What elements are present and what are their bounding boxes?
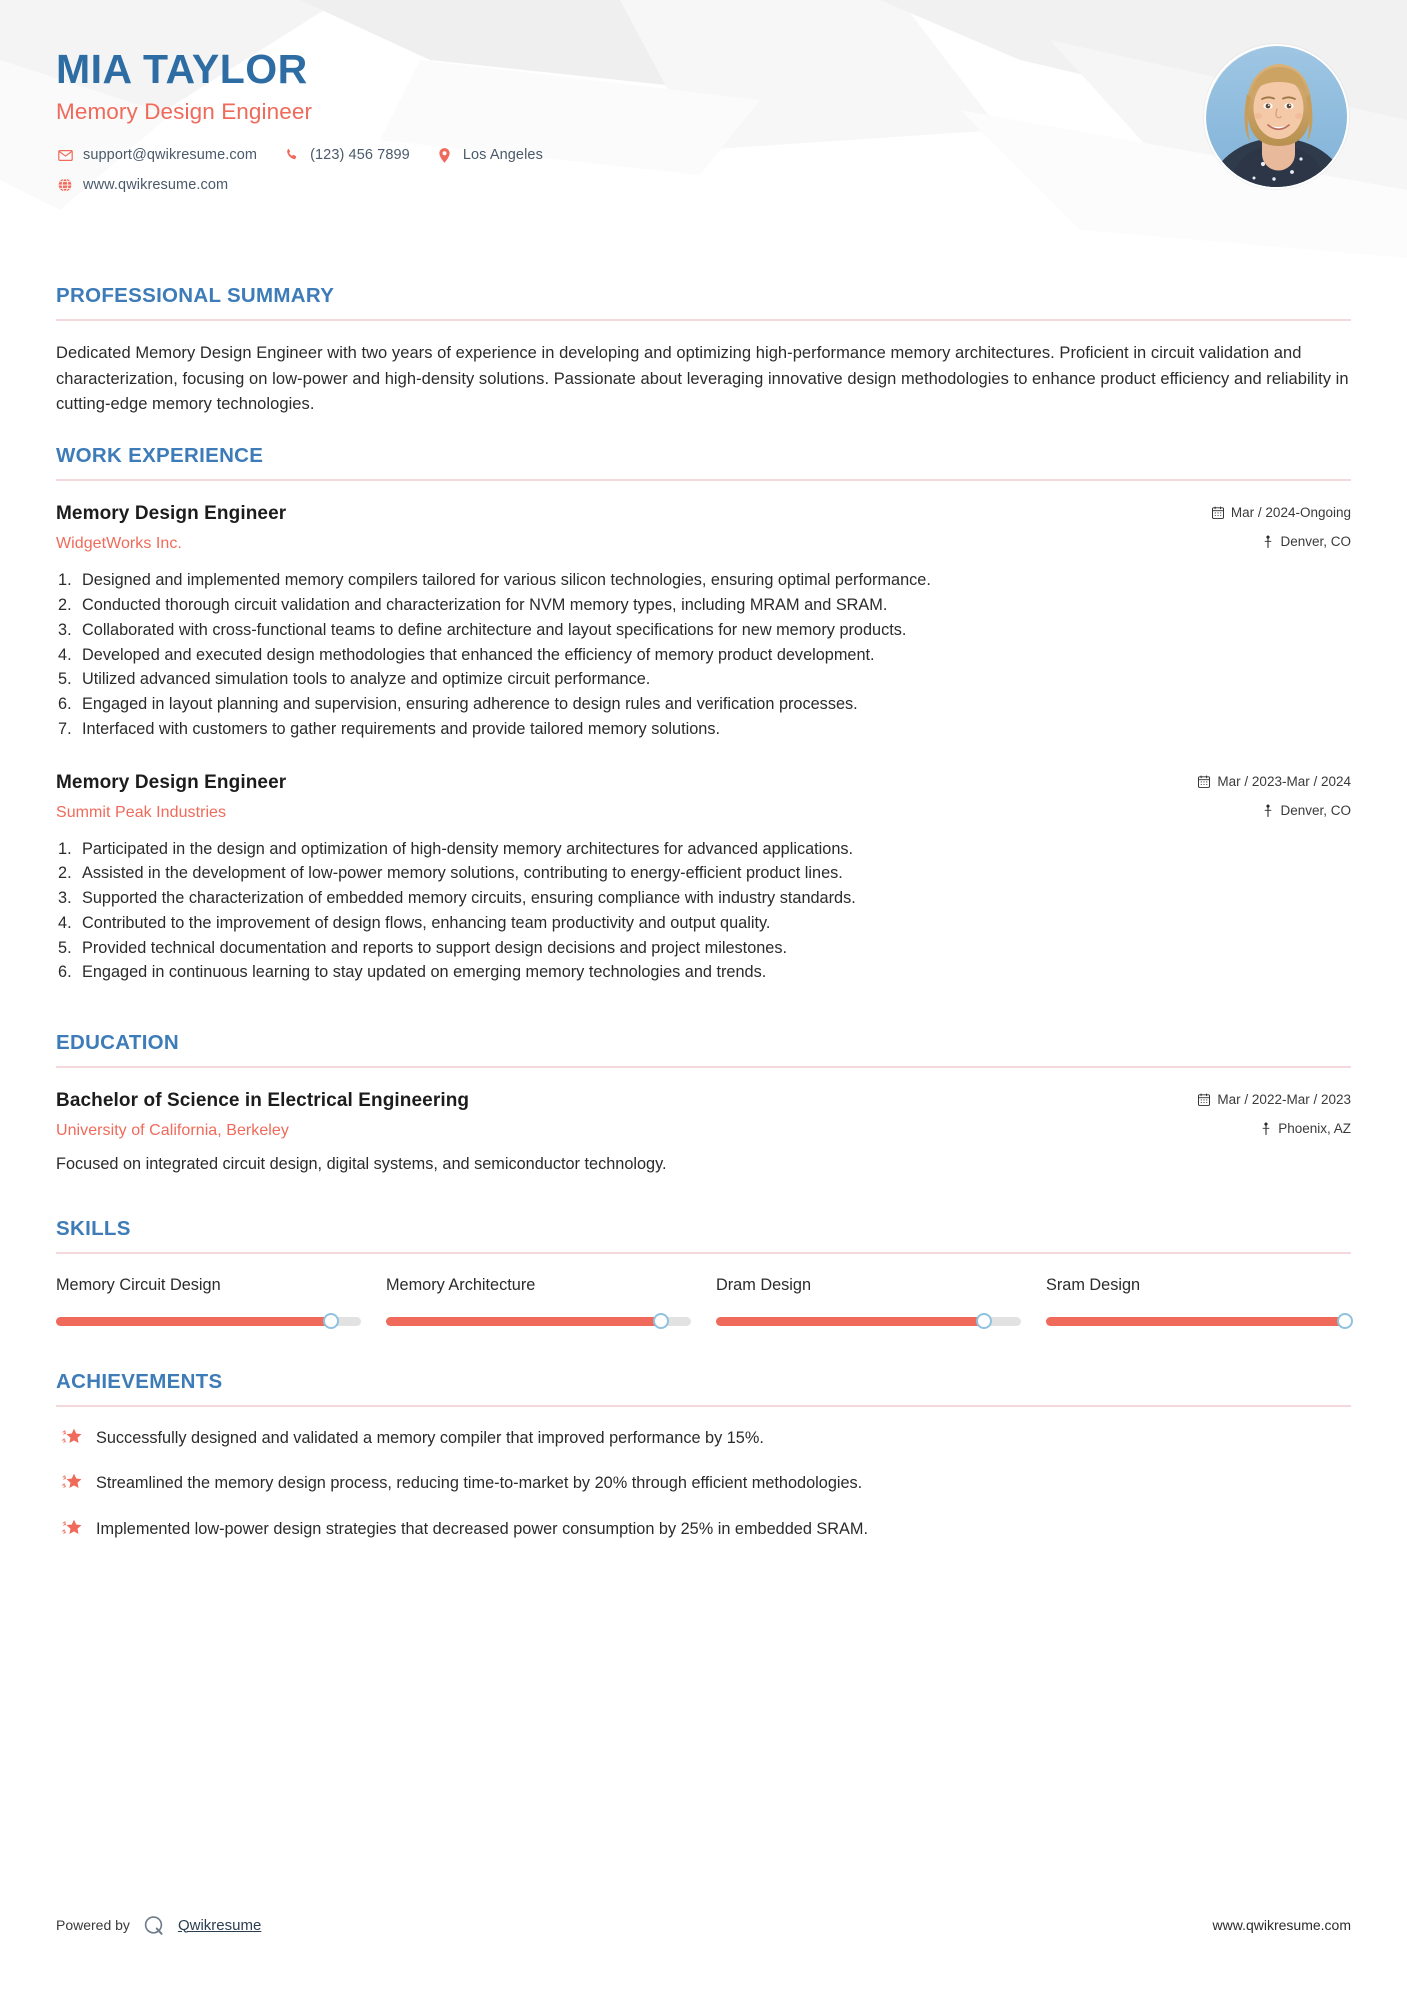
skill-item	[56, 1276, 361, 1326]
work-entry-dates	[1212, 505, 1351, 520]
list-item: Participated in the design and optimization of high-density memory architectures for advanced applications.	[82, 839, 854, 858]
email-icon	[56, 150, 74, 161]
calendar-icon	[1212, 506, 1224, 519]
skills-grid	[56, 1276, 1351, 1326]
calendar-icon	[1198, 1093, 1210, 1106]
skill-label: Sram Design	[1046, 1275, 1141, 1294]
work-entry-header	[56, 772, 1351, 794]
skill-slider-fill	[386, 1317, 661, 1326]
education-dates	[1198, 1092, 1351, 1107]
resume-header	[0, 0, 1407, 258]
skill-slider[interactable]	[1046, 1317, 1351, 1326]
section-work-experience	[56, 444, 1351, 985]
work-entry	[56, 772, 1351, 986]
work-entry-subheader	[56, 803, 1351, 822]
map-pin-icon	[1263, 804, 1273, 817]
header-job-title: Memory Design Engineer	[56, 99, 313, 125]
star-icon	[56, 1472, 86, 1495]
list-item: Engaged in continuous learning to stay updated on emerging memory technologies and trends.	[82, 963, 767, 982]
education-degree: Bachelor of Science in Electrical Engineering	[56, 1090, 470, 1112]
section-divider	[56, 1252, 1351, 1254]
education-location-text: Phoenix, AZ	[1278, 1121, 1351, 1137]
skill-slider[interactable]	[56, 1317, 361, 1326]
contact-phone-text: (123) 456 7899	[310, 147, 410, 164]
skill-slider[interactable]	[386, 1317, 691, 1326]
achievement-text: Implemented low-power design strategies that decreased power consumption by 25% in embedded SRAM.	[96, 1519, 868, 1538]
phone-icon	[283, 148, 301, 162]
list-item: Engaged in layout planning and supervision, ensuring adherence to design rules and verification processes.	[82, 695, 858, 714]
skill-label: Memory Architecture	[386, 1275, 536, 1294]
contact-phone[interactable]	[283, 147, 410, 163]
summary-text: Dedicated Memory Design Engineer with two years of experience in developing and optimizing high-performance memory architectures. Proficient in circuit validation and characterization, focusing on low-power and high-density solutions. Passionate about leveraging innovative design methodologies to enhance product efficiency and reliability in cutting-edge memory technologies.	[56, 344, 1349, 414]
skill-slider-fill	[716, 1317, 984, 1326]
avatar-photo	[1206, 46, 1349, 189]
work-entry-role: Memory Design Engineer	[56, 771, 287, 793]
list-item: Assisted in the development of low-power memory solutions, contributing to energy-efficient product lines.	[82, 864, 843, 883]
work-entry-header	[56, 503, 1351, 525]
education-dates-text: Mar / 2022-Mar / 2023	[1217, 1092, 1351, 1108]
work-entry-bullets	[56, 837, 1351, 986]
work-entry-bullets	[56, 568, 1351, 741]
work-entry-location-text: Denver, CO	[1280, 534, 1351, 550]
skill-slider-knob[interactable]	[653, 1313, 669, 1329]
section-heading-skills: SKILLS	[56, 1216, 131, 1240]
star-icon	[56, 1518, 86, 1541]
work-entry-organization: WidgetWorks Inc.	[56, 535, 182, 553]
skill-slider-knob[interactable]	[1337, 1313, 1353, 1329]
contact-line-website	[56, 177, 1351, 193]
spacer	[56, 985, 1351, 1005]
section-heading-education: EDUCATION	[56, 1031, 180, 1055]
list-item: Provided technical documentation and reports to support design decisions and project milestones.	[82, 938, 788, 957]
skill-label: Memory Circuit Design	[56, 1275, 221, 1294]
list-item: Supported the characterization of embedded memory circuits, ensuring compliance with industry standards.	[82, 889, 856, 908]
work-entry-dates-text: Mar / 2024-Ongoing	[1230, 505, 1351, 521]
list-item	[56, 1518, 1351, 1542]
skill-label: Dram Design	[716, 1275, 812, 1294]
work-entry	[56, 503, 1351, 741]
qwikresume-logo-icon	[141, 1912, 167, 1938]
footer-website[interactable]: www.qwikresume.com	[1212, 1917, 1351, 1933]
education-entry	[56, 1090, 1351, 1176]
map-pin-icon	[1263, 535, 1273, 548]
skill-item	[716, 1276, 1021, 1326]
achievement-text: Streamlined the memory design process, reducing time-to-market by 20% through efficient methodologies.	[96, 1474, 863, 1493]
work-entry-location	[1263, 534, 1351, 549]
section-skills	[56, 1217, 1351, 1326]
education-subheader	[56, 1121, 1351, 1140]
header-content	[0, 0, 1407, 193]
education-location	[1261, 1121, 1351, 1136]
list-item: Designed and implemented memory compilers tailored for various silicon technologies, ensuring optimal performance.	[82, 571, 931, 590]
powered-by-label: Powered by	[56, 1917, 130, 1933]
list-item: Contributed to the improvement of design flows, enhancing team productivity and output quality.	[82, 913, 771, 932]
education-description: Focused on integrated circuit design, digital systems, and semiconductor technology.	[56, 1155, 667, 1174]
contact-location-text: Los Angeles	[462, 147, 543, 164]
work-entry-dates	[1198, 774, 1351, 789]
education-entry-header	[56, 1090, 1351, 1112]
skill-slider-fill	[56, 1317, 331, 1326]
section-professional-summary	[56, 284, 1351, 418]
list-item: Conducted thorough circuit validation and characterization for NVM memory types, including MRAM and SRAM.	[82, 595, 888, 614]
list-item: Developed and executed design methodologies that enhanced the efficiency of memory product development.	[82, 645, 875, 664]
star-icon	[56, 1427, 86, 1450]
contact-website[interactable]	[56, 177, 228, 193]
page-footer	[0, 1912, 1407, 1938]
work-entry-subheader	[56, 534, 1351, 553]
list-item: Interfaced with customers to gather requirements and provide tailored memory solutions.	[82, 719, 720, 738]
calendar-icon	[1198, 775, 1210, 788]
section-education	[56, 1031, 1351, 1176]
section-heading-summary: PROFESSIONAL SUMMARY	[56, 284, 335, 307]
skill-item	[1046, 1276, 1351, 1326]
location-pin-icon	[436, 148, 454, 163]
contact-location	[436, 147, 543, 163]
list-item: Utilized advanced simulation tools to analyze and optimize circuit performance.	[82, 670, 651, 689]
section-achievements	[56, 1370, 1351, 1542]
resume-body	[0, 284, 1407, 1541]
page-title: MIA TAYLOR	[56, 46, 308, 92]
achievements-list	[56, 1427, 1351, 1542]
work-entry-location-text: Denver, CO	[1280, 802, 1351, 818]
section-divider	[56, 479, 1351, 481]
skill-slider[interactable]	[716, 1317, 1021, 1326]
list-item	[56, 1472, 1351, 1496]
contact-email-text: support@qwikresume.com	[83, 147, 258, 164]
contact-email[interactable]	[56, 147, 257, 163]
globe-icon	[56, 178, 74, 192]
skill-item	[386, 1276, 691, 1326]
work-entry-dates-text: Mar / 2023-Mar / 2024	[1217, 773, 1351, 789]
skill-slider-knob[interactable]	[323, 1313, 339, 1329]
contact-website-text: www.qwikresume.com	[83, 177, 229, 194]
list-item: Collaborated with cross-functional teams to define architecture and layout specifications for new memory products.	[82, 620, 907, 639]
list-item	[56, 1427, 1351, 1451]
contact-block	[56, 147, 1351, 193]
section-divider	[56, 1405, 1351, 1407]
section-heading-achievements: ACHIEVEMENTS	[56, 1369, 223, 1393]
qwikresume-brand-link[interactable]: Qwikresume	[177, 1916, 262, 1934]
section-heading-work: WORK EXPERIENCE	[56, 444, 264, 468]
section-divider	[56, 1066, 1351, 1068]
work-entry-organization: Summit Peak Industries	[56, 803, 227, 821]
work-entry-role: Memory Design Engineer	[56, 503, 287, 525]
education-school: University of California, Berkeley	[56, 1122, 289, 1140]
map-pin-icon	[1261, 1122, 1271, 1135]
contact-line-primary	[56, 147, 1351, 163]
avatar	[1204, 44, 1349, 189]
section-divider	[56, 319, 1351, 321]
achievement-text: Successfully designed and validated a memory compiler that improved performance by 15%.	[96, 1428, 764, 1447]
skill-slider-fill	[1046, 1317, 1345, 1326]
skill-slider-knob[interactable]	[976, 1313, 992, 1329]
footer-branding	[56, 1912, 261, 1938]
work-entry-location	[1263, 803, 1351, 818]
